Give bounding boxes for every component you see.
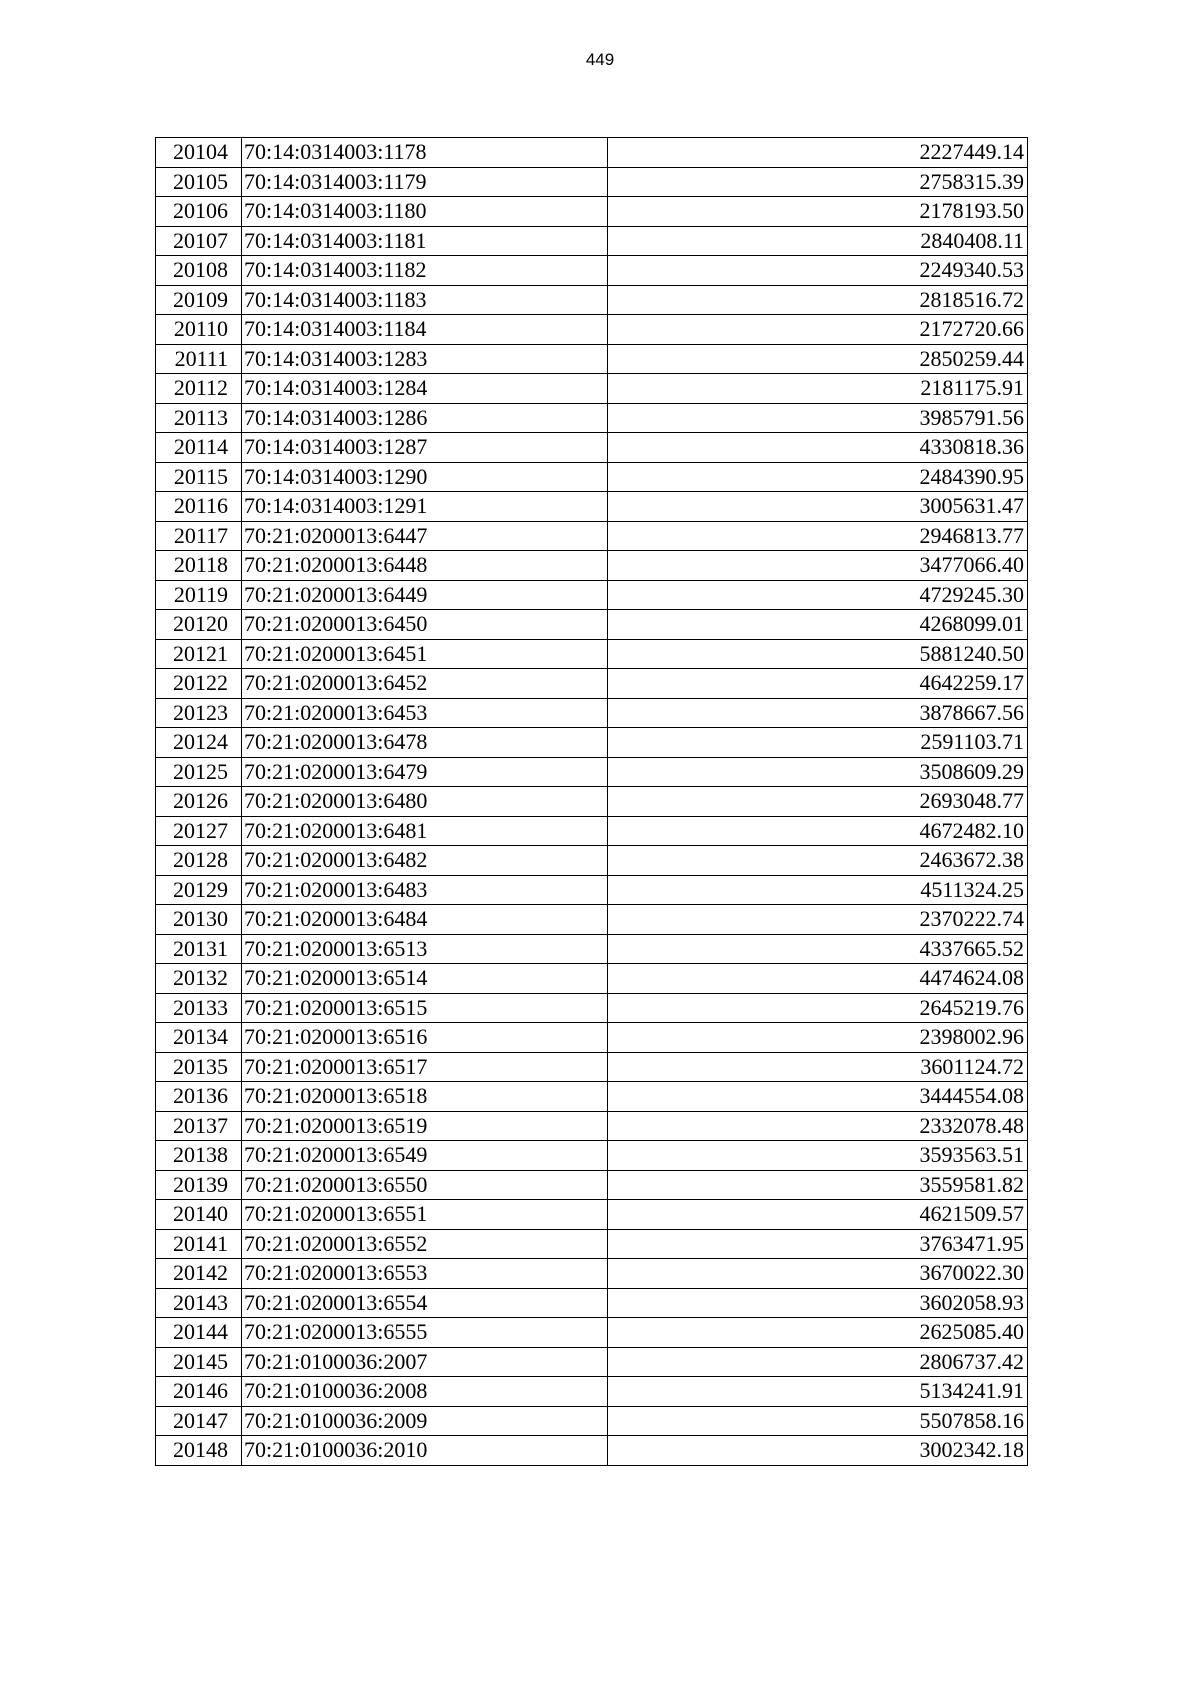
- table-row: [156, 344, 1028, 374]
- table-row: [156, 1436, 1028, 1466]
- table-row: [156, 197, 1028, 227]
- cadastral-number-cell: 70:21:0100036:2009: [242, 1406, 608, 1436]
- table-row: [156, 1141, 1028, 1171]
- cadastral-number-cell: 70:21:0100036:2007: [242, 1347, 608, 1377]
- table-row: [156, 757, 1028, 787]
- cadastral-value-cell: 2693048.77: [608, 787, 1028, 817]
- table-row: [156, 1406, 1028, 1436]
- cadastral-value-cell: 2758315.39: [608, 167, 1028, 197]
- row-number-cell: 20110: [156, 315, 242, 345]
- cadastral-value-cell: 2398002.96: [608, 1023, 1028, 1053]
- cadastral-number-cell: 70:14:0314003:1290: [242, 462, 608, 492]
- row-number-cell: 20129: [156, 875, 242, 905]
- row-number-cell: 20134: [156, 1023, 242, 1053]
- cadastral-number-cell: 70:14:0314003:1179: [242, 167, 608, 197]
- row-number-cell: 20126: [156, 787, 242, 817]
- cadastral-number-cell: 70:14:0314003:1182: [242, 256, 608, 286]
- row-number-cell: 20146: [156, 1377, 242, 1407]
- row-number-cell: 20128: [156, 846, 242, 876]
- cadastral-number-cell: 70:21:0200013:6453: [242, 698, 608, 728]
- row-number-cell: 20136: [156, 1082, 242, 1112]
- table-row: [156, 846, 1028, 876]
- cadastral-value-cell: 2172720.66: [608, 315, 1028, 345]
- row-number-cell: 20112: [156, 374, 242, 404]
- table-row: [156, 1200, 1028, 1230]
- row-number-cell: 20127: [156, 816, 242, 846]
- cadastral-value-cell: 3477066.40: [608, 551, 1028, 581]
- cadastral-value-cell: 4729245.30: [608, 580, 1028, 610]
- row-number-cell: 20120: [156, 610, 242, 640]
- row-number-cell: 20148: [156, 1436, 242, 1466]
- table-row: [156, 433, 1028, 463]
- cadastral-number-cell: 70:21:0200013:6554: [242, 1288, 608, 1318]
- cadastral-number-cell: 70:14:0314003:1283: [242, 344, 608, 374]
- cadastral-number-cell: 70:14:0314003:1184: [242, 315, 608, 345]
- cadastral-number-cell: 70:14:0314003:1287: [242, 433, 608, 463]
- table-row: [156, 1082, 1028, 1112]
- cadastral-value-cell: 2463672.38: [608, 846, 1028, 876]
- table-row: [156, 816, 1028, 846]
- row-number-cell: 20131: [156, 934, 242, 964]
- row-number-cell: 20144: [156, 1318, 242, 1348]
- cadastral-number-cell: 70:21:0100036:2010: [242, 1436, 608, 1466]
- table-row: [156, 551, 1028, 581]
- row-number-cell: 20143: [156, 1288, 242, 1318]
- cadastral-value-cell: 2806737.42: [608, 1347, 1028, 1377]
- cadastral-value-cell: 4474624.08: [608, 964, 1028, 994]
- cadastral-value-cell: 4330818.36: [608, 433, 1028, 463]
- row-number-cell: 20130: [156, 905, 242, 935]
- cadastral-number-cell: 70:21:0200013:6515: [242, 993, 608, 1023]
- cadastral-number-cell: 70:14:0314003:1286: [242, 403, 608, 433]
- cadastral-value-cell: 2370222.74: [608, 905, 1028, 935]
- table-row: [156, 1377, 1028, 1407]
- table-row: [156, 875, 1028, 905]
- row-number-cell: 20137: [156, 1111, 242, 1141]
- table-row: [156, 669, 1028, 699]
- cadastral-number-cell: 70:21:0200013:6481: [242, 816, 608, 846]
- cadastral-value-cell: 2484390.95: [608, 462, 1028, 492]
- row-number-cell: 20111: [156, 344, 242, 374]
- row-number-cell: 20135: [156, 1052, 242, 1082]
- cadastral-value-cell: 3985791.56: [608, 403, 1028, 433]
- row-number-cell: 20105: [156, 167, 242, 197]
- cadastral-value-cell: 2227449.14: [608, 138, 1028, 168]
- cadastral-value-cell: 3670022.30: [608, 1259, 1028, 1289]
- cadastral-value-cell: 2840408.11: [608, 226, 1028, 256]
- table-row: [156, 138, 1028, 168]
- cadastral-value-cell: 3002342.18: [608, 1436, 1028, 1466]
- row-number-cell: 20116: [156, 492, 242, 522]
- cadastral-number-cell: 70:21:0200013:6516: [242, 1023, 608, 1053]
- table-row: [156, 403, 1028, 433]
- cadastral-number-cell: 70:21:0200013:6451: [242, 639, 608, 669]
- cadastral-value-cell: 4621509.57: [608, 1200, 1028, 1230]
- row-number-cell: 20118: [156, 551, 242, 581]
- cadastral-value-cell: 4672482.10: [608, 816, 1028, 846]
- table-row: [156, 285, 1028, 315]
- cadastral-number-cell: 70:21:0200013:6555: [242, 1318, 608, 1348]
- row-number-cell: 20109: [156, 285, 242, 315]
- cadastral-value-cell: 2645219.76: [608, 993, 1028, 1023]
- cadastral-value-cell: 4642259.17: [608, 669, 1028, 699]
- row-number-cell: 20117: [156, 521, 242, 551]
- cadastral-number-cell: 70:21:0200013:6551: [242, 1200, 608, 1230]
- table-row: [156, 256, 1028, 286]
- table-row: [156, 787, 1028, 817]
- row-number-cell: 20123: [156, 698, 242, 728]
- cadastral-value-cell: 2249340.53: [608, 256, 1028, 286]
- cadastral-value-cell: 2625085.40: [608, 1318, 1028, 1348]
- table-row: [156, 993, 1028, 1023]
- cadastral-value-cell: 5881240.50: [608, 639, 1028, 669]
- cadastral-number-cell: 70:21:0200013:6517: [242, 1052, 608, 1082]
- table-row: [156, 226, 1028, 256]
- table-row: [156, 1052, 1028, 1082]
- cadastral-number-cell: 70:21:0200013:6513: [242, 934, 608, 964]
- table-row: [156, 698, 1028, 728]
- table-row: [156, 580, 1028, 610]
- row-number-cell: 20121: [156, 639, 242, 669]
- cadastral-value-cell: 2178193.50: [608, 197, 1028, 227]
- cadastral-number-cell: 70:21:0200013:6518: [242, 1082, 608, 1112]
- cadastral-value-cell: 2946813.77: [608, 521, 1028, 551]
- cadastral-value-cell: 3878667.56: [608, 698, 1028, 728]
- cadastral-number-cell: 70:21:0200013:6484: [242, 905, 608, 935]
- row-number-cell: 20145: [156, 1347, 242, 1377]
- cadastral-number-cell: 70:21:0200013:6482: [242, 846, 608, 876]
- cadastral-value-cell: 5134241.91: [608, 1377, 1028, 1407]
- table-row: [156, 610, 1028, 640]
- cadastral-number-cell: 70:14:0314003:1183: [242, 285, 608, 315]
- cadastral-number-cell: 70:21:0200013:6514: [242, 964, 608, 994]
- cadastral-number-cell: 70:14:0314003:1178: [242, 138, 608, 168]
- cadastral-number-cell: 70:14:0314003:1180: [242, 197, 608, 227]
- table-body: [156, 138, 1028, 1466]
- row-number-cell: 20104: [156, 138, 242, 168]
- row-number-cell: 20122: [156, 669, 242, 699]
- table-row: [156, 728, 1028, 758]
- table-row: [156, 964, 1028, 994]
- cadastral-number-cell: 70:21:0200013:6478: [242, 728, 608, 758]
- cadastral-number-cell: 70:14:0314003:1284: [242, 374, 608, 404]
- table-row: [156, 315, 1028, 345]
- table-row: [156, 462, 1028, 492]
- table-row: [156, 1229, 1028, 1259]
- table-row: [156, 1347, 1028, 1377]
- cadastral-number-cell: 70:14:0314003:1291: [242, 492, 608, 522]
- cadastral-value-cell: 2850259.44: [608, 344, 1028, 374]
- row-number-cell: 20141: [156, 1229, 242, 1259]
- table-row: [156, 639, 1028, 669]
- cadastral-number-cell: 70:21:0200013:6448: [242, 551, 608, 581]
- table-row: [156, 167, 1028, 197]
- page-number: 449: [585, 50, 615, 69]
- table-row: [156, 521, 1028, 551]
- cadastral-value-table: [155, 137, 1028, 1466]
- row-number-cell: 20119: [156, 580, 242, 610]
- cadastral-value-cell: 3601124.72: [608, 1052, 1028, 1082]
- row-number-cell: 20138: [156, 1141, 242, 1171]
- cadastral-value-cell: 3602058.93: [608, 1288, 1028, 1318]
- table-row: [156, 492, 1028, 522]
- cadastral-number-cell: 70:21:0200013:6452: [242, 669, 608, 699]
- cadastral-value-cell: 3559581.82: [608, 1170, 1028, 1200]
- cadastral-number-cell: 70:21:0200013:6549: [242, 1141, 608, 1171]
- table-row: [156, 1023, 1028, 1053]
- table-row: [156, 1288, 1028, 1318]
- cadastral-value-cell: 3444554.08: [608, 1082, 1028, 1112]
- cadastral-number-cell: 70:21:0200013:6480: [242, 787, 608, 817]
- row-number-cell: 20114: [156, 433, 242, 463]
- row-number-cell: 20125: [156, 757, 242, 787]
- row-number-cell: 20133: [156, 993, 242, 1023]
- cadastral-value-cell: 2591103.71: [608, 728, 1028, 758]
- row-number-cell: 20108: [156, 256, 242, 286]
- row-number-cell: 20140: [156, 1200, 242, 1230]
- cadastral-number-cell: 70:21:0200013:6479: [242, 757, 608, 787]
- row-number-cell: 20147: [156, 1406, 242, 1436]
- row-number-cell: 20106: [156, 197, 242, 227]
- row-number-cell: 20113: [156, 403, 242, 433]
- cadastral-number-cell: 70:21:0200013:6519: [242, 1111, 608, 1141]
- cadastral-value-cell: 3593563.51: [608, 1141, 1028, 1171]
- cadastral-value-cell: 2332078.48: [608, 1111, 1028, 1141]
- cadastral-number-cell: 70:21:0200013:6450: [242, 610, 608, 640]
- cadastral-number-cell: 70:21:0200013:6550: [242, 1170, 608, 1200]
- cadastral-value-cell: 2181175.91: [608, 374, 1028, 404]
- row-number-cell: 20107: [156, 226, 242, 256]
- cadastral-value-cell: 3508609.29: [608, 757, 1028, 787]
- table-row: [156, 1111, 1028, 1141]
- table-row: [156, 934, 1028, 964]
- cadastral-value-cell: 2818516.72: [608, 285, 1028, 315]
- row-number-cell: 20132: [156, 964, 242, 994]
- row-number-cell: 20124: [156, 728, 242, 758]
- row-number-cell: 20139: [156, 1170, 242, 1200]
- cadastral-number-cell: 70:14:0314003:1181: [242, 226, 608, 256]
- cadastral-value-cell: 3763471.95: [608, 1229, 1028, 1259]
- table-row: [156, 905, 1028, 935]
- cadastral-number-cell: 70:21:0200013:6483: [242, 875, 608, 905]
- cadastral-value-cell: 4268099.01: [608, 610, 1028, 640]
- table-row: [156, 374, 1028, 404]
- cadastral-number-cell: 70:21:0200013:6552: [242, 1229, 608, 1259]
- cadastral-value-cell: 4337665.52: [608, 934, 1028, 964]
- cadastral-number-cell: 70:21:0200013:6447: [242, 521, 608, 551]
- cadastral-value-cell: 4511324.25: [608, 875, 1028, 905]
- cadastral-number-cell: 70:21:0100036:2008: [242, 1377, 608, 1407]
- table-row: [156, 1259, 1028, 1289]
- table-row: [156, 1318, 1028, 1348]
- cadastral-number-cell: 70:21:0200013:6449: [242, 580, 608, 610]
- cadastral-number-cell: 70:21:0200013:6553: [242, 1259, 608, 1289]
- cadastral-value-cell: 3005631.47: [608, 492, 1028, 522]
- row-number-cell: 20142: [156, 1259, 242, 1289]
- table-row: [156, 1170, 1028, 1200]
- row-number-cell: 20115: [156, 462, 242, 492]
- cadastral-value-cell: 5507858.16: [608, 1406, 1028, 1436]
